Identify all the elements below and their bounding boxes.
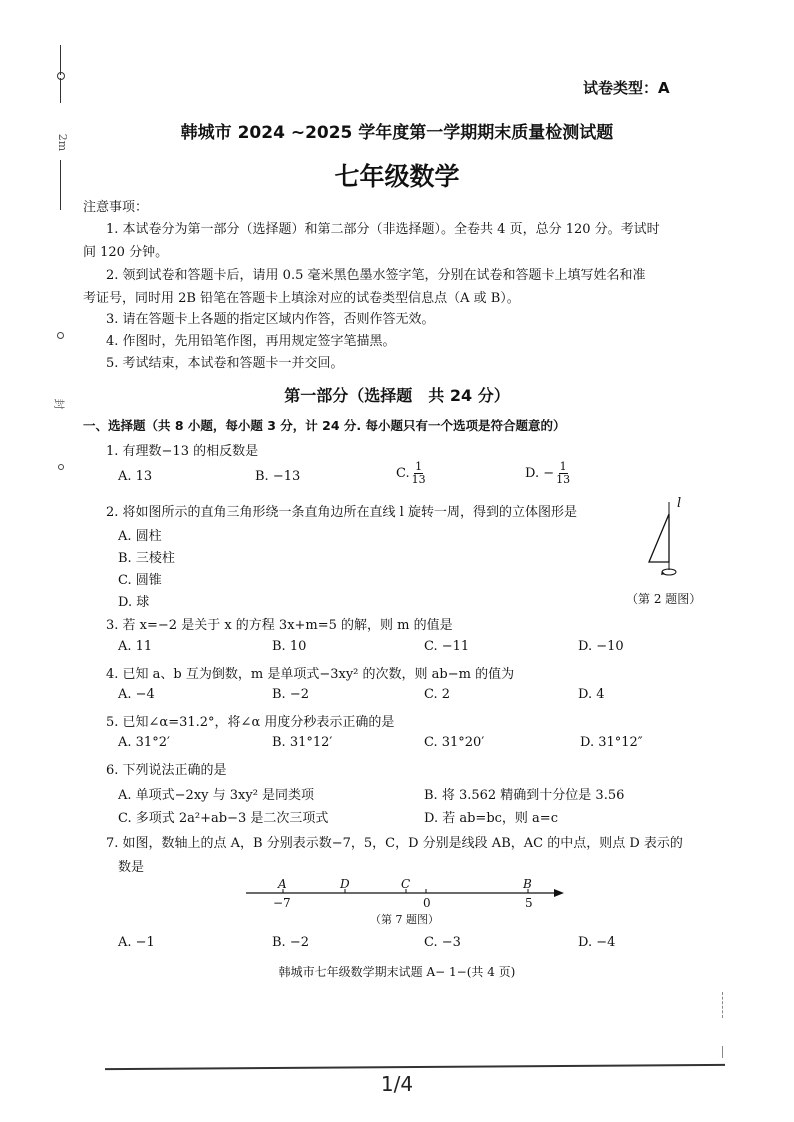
option-d: D. −4: [578, 935, 616, 950]
option-b: B. 31°12′: [272, 735, 333, 750]
option-a: A. 单项式−2xy 与 3xy² 是同类项: [118, 788, 315, 803]
scan-bottom-edge: [105, 1064, 725, 1070]
triangle-rotation-figure: [635, 498, 695, 584]
option-d: D. 31°12″: [580, 735, 643, 750]
question-stem: 2. 将如图所示的直角三角形绕一条直角边所在直线 l 旋转一周，得到的立体图形是: [106, 505, 577, 520]
option-d: [525, 461, 571, 486]
option-b: B. 三棱柱: [118, 551, 175, 566]
point-label-c: C: [401, 877, 411, 891]
fraction-denominator: 13: [411, 473, 426, 486]
option-b: B. −2: [272, 935, 309, 950]
question-stem: 1. 有理数−13 的相反数是: [106, 444, 259, 459]
option-d: D. 若 ab=bc，则 a=c: [424, 811, 558, 826]
question-stem: 3. 若 x=−2 是关于 x 的方程 3x+m=5 的解，则 m 的值是: [106, 618, 453, 633]
figure-label-l: l: [677, 496, 682, 511]
option-a: A. 13: [118, 469, 153, 484]
notice-item-2-cont: 考证号，同时用 2B 铅笔在答题卡上填涂对应的试卷类型信息点（A 或 B）。: [83, 291, 520, 306]
option-d-prefix: D. −: [525, 466, 555, 481]
option-c: [396, 461, 427, 486]
option-a: A. 11: [118, 639, 153, 654]
question-stem-cont: 数是: [118, 860, 145, 875]
option-c-prefix: C.: [396, 466, 410, 481]
margin-line: [60, 45, 61, 75]
option-a: A. −1: [118, 935, 155, 950]
part1-instructions: 一、选择题（共 8 小题，每小题 3 分，计 24 分. 每小题只有一个选项是符合题意的）: [83, 418, 566, 433]
option-b: B. −2: [272, 687, 309, 702]
point-label-a: A: [278, 877, 287, 891]
point-label-d: D: [340, 877, 350, 891]
tick-label-zero: 0: [423, 896, 431, 910]
margin-circle: [58, 464, 64, 470]
option-a: A. 31°2′: [118, 735, 170, 750]
option-d: D. 球: [118, 595, 150, 610]
option-b: B. −13: [255, 469, 301, 484]
option-d: D. 4: [578, 687, 605, 702]
margin-circle: [57, 332, 64, 339]
number-line-arrow: [554, 889, 564, 897]
margin-mark: 封: [52, 398, 66, 410]
point-label-b: B: [523, 877, 532, 891]
fraction-numerator: 1: [415, 460, 423, 473]
option-c: C. −11: [424, 639, 470, 654]
notice-item-3: 3. 请在答题卡上各题的指定区域内作答，否则作答无效。: [106, 312, 435, 327]
option-b: B. 将 3.562 精确到十分位是 3.56: [424, 788, 625, 803]
figure-caption: （第 2 题图）: [626, 592, 702, 606]
scan-edge-mark: [722, 992, 724, 1018]
option-c: C. 多项式 2a²+ab−3 是二次三项式: [118, 811, 329, 826]
tick-label-five: 5: [525, 896, 533, 910]
subject-title: 七年级数学: [334, 162, 460, 191]
notice-item-5: 5. 考试结束，本试卷和答题卡一并交回。: [106, 356, 344, 371]
question-stem: 7. 如图，数轴上的点 A，B 分别表示数−7，5，C，D 分别是线段 AB，AC 的中点，则点 D 表示的: [106, 836, 683, 851]
margin-circle: [57, 72, 65, 80]
figure-caption: （第 7 题图）: [370, 913, 439, 926]
exam-title: 韩城市 2024 ~2025 学年度第一学期期末质量检测试题: [180, 123, 614, 143]
fraction: [411, 461, 427, 486]
notice-heading: 注意事项：: [83, 200, 149, 215]
tick-label-minus7: −7: [273, 896, 291, 910]
option-a: A. 圆柱: [118, 529, 162, 544]
page-indicator: 1/4: [380, 1072, 414, 1096]
notice-item-4: 4. 作图时，先用铅笔作图，再用规定签字笔描黑。: [106, 334, 396, 349]
option-c: C. −3: [424, 935, 461, 950]
scan-edge-mark: [722, 1046, 723, 1058]
part1-heading: 第一部分（选择题 共 24 分）: [284, 386, 510, 405]
question-stem: 5. 已知∠α=31.2°，将∠α 用度分秒表示正确的是: [106, 715, 395, 730]
option-b: B. 10: [272, 639, 307, 654]
option-a: A. −4: [118, 687, 155, 702]
margin-line: [60, 78, 61, 103]
notice-item-1: 1. 本试卷分为第一部分（选择题）和第二部分（非选择题）。全卷共 4 页，总分 120 分。考试时: [106, 222, 660, 237]
option-c: C. 31°20′: [424, 735, 485, 750]
paper-type-label: 试卷类型：A: [583, 79, 670, 97]
notice-item-2: 2. 领到试卷和答题卡后，请用 0.5 毫米黑色墨水签字笔，分别在试卷和答题卡上填写姓名和准: [106, 268, 646, 283]
option-d: D. −10: [578, 639, 624, 654]
option-c: C. 2: [424, 687, 451, 702]
question-stem: 4. 已知 a、b 互为倒数，m 是单项式−3xy² 的次数，则 ab−m 的值为: [106, 667, 515, 682]
page-footer: 韩城市七年级数学期末试题 A− 1−(共 4 页): [278, 965, 516, 979]
fraction-numerator: 1: [559, 460, 567, 473]
notice-item-1-cont: 间 120 分钟。: [83, 245, 169, 260]
question-stem: 6. 下列说法正确的是: [106, 763, 227, 778]
right-triangle: [649, 514, 669, 562]
margin-mark: 2m: [56, 133, 70, 152]
option-c: C. 圆锥: [118, 573, 162, 588]
fraction-denominator: 13: [556, 473, 571, 486]
fraction: [555, 461, 571, 486]
